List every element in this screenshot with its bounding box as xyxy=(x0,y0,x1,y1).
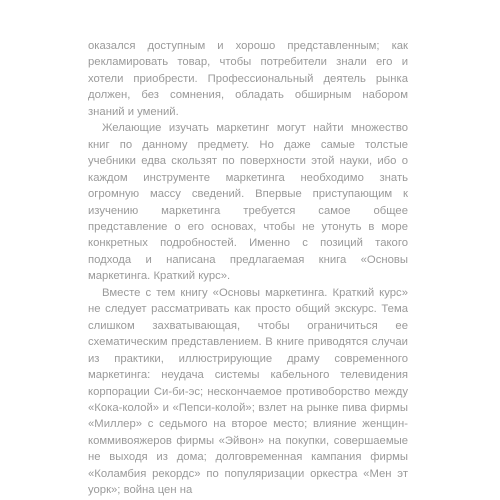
page-text xyxy=(88,38,408,499)
paragraph-1: оказался доступным и хорошо представленным; как рекламировать товар, чтобы потребители знали его и хотели приобрести. Профессиональный деятель рынка должен, без сомнения, обладать обширным набором знаний и умений. xyxy=(88,40,408,118)
paragraph-3: Вместе с тем книгу «Основы маркетинга. Краткий курс» не следует рассматривать как просто общий экскурс. Тема слишком захватывающая, чтобы ограничиться ее схематическим представлением. В книге приводятся случаи из практики, иллюстрирующие драму современного маркетинга: неудача системы кабельного телевидения корпорации Си-би-эс; нескончаемое противоборство между «Кока-колой» и «Пепси-колой»; взлет на рынке пива фирмы «Миллер» с седьмого на второе место; влияние женщин-коммивояжеров фирмы «Эйвон» на покупки, совершаемые не выходя из дома; долговременная кампания фирмы «Коламбия рекордс» по популяризации оркестра «Мен эт уорк»; война цен на xyxy=(88,286,408,497)
paragraph-2: Желающие изучать маркетинг могут найти множество книг по данному предмету. Но даже самые толстые учебники едва скользят по поверхности этой науки, ибо о каждом инструменте маркетинга необходимо знать огромную массу сведений. Впервые приступающим к изучению маркетинга требуется самое общее представление о его основах, чтобы не утонуть в море конкретных подробностей. Именно с позиций такого подхода и написана предлагаемая книга «Основы маркетинга. Краткий курс». xyxy=(88,122,408,283)
